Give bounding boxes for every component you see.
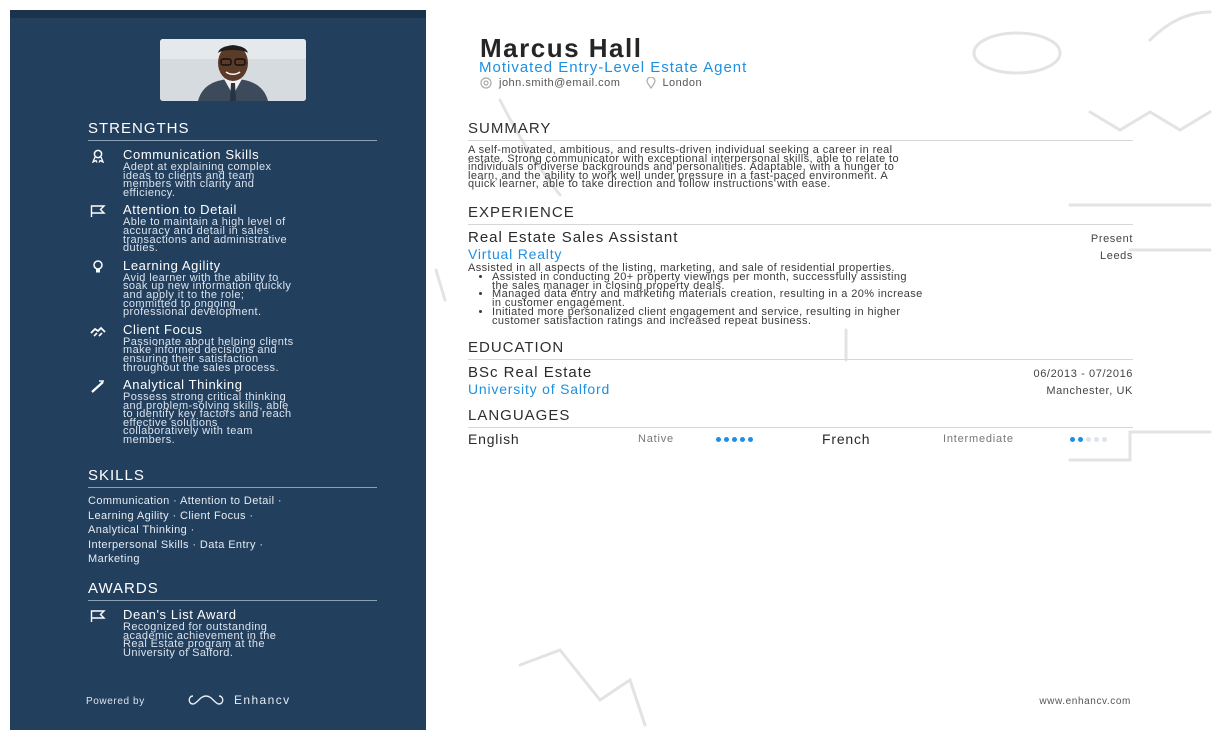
strength-description: Possess strong critical thinking and problem-solving skills, able to identify key factors and reach effective solutions collaboratively with team members. — [123, 391, 292, 447]
proficiency-dot-filled — [1070, 437, 1075, 442]
language-name: French — [822, 431, 871, 447]
language-proficiency-dots — [1070, 437, 1107, 442]
sidebar-top-bar — [10, 10, 426, 18]
strength-title: Attention to Detail — [123, 202, 238, 218]
proficiency-dot-empty — [1102, 437, 1107, 442]
strength-description: Adept at explaining complex ideas to clients and team members with clarity and efficiency. — [123, 161, 272, 199]
degree: BSc Real Estate — [468, 364, 593, 381]
strength-title: Learning Agility — [123, 257, 221, 273]
education-section — [468, 339, 1133, 397]
summary-text: A self-motivated, ambitious, and results-driven individual seeking a career in real estate. Strong communicator with exceptional interpersonal skills, able to relate to individuals of diverse backgrounds and personalities. Adaptable, with a hunger to learn, and the ability to work well under pressure in a fast-paced environment. A quick learner, able to take direction and follow instructions with ease. — [468, 144, 900, 191]
footer-url[interactable]: www.enhancv.com — [1039, 696, 1131, 707]
candidate-role: Motivated Entry-Level Estate Agent — [479, 59, 748, 76]
education-dates: 06/2013 - 07/2016 — [1033, 368, 1133, 380]
language-level: Native — [638, 433, 674, 445]
proficiency-dot-filled — [748, 437, 753, 442]
job-description: Assisted in all aspects of the listing, marketing, and sale of residential properties. — [468, 262, 895, 274]
strength-item — [88, 259, 377, 317]
powered-by-label: Powered by — [86, 696, 145, 707]
strengths-heading: STRENGTHS — [88, 120, 377, 141]
award-ribbon-icon — [90, 149, 106, 163]
strength-description: Passionate about helping clients make informed decisions and ensuring their satisfaction throughout the sales process. — [123, 335, 294, 374]
enhancv-logo[interactable] — [186, 693, 291, 707]
languages-heading: LANGUAGES — [468, 407, 1133, 428]
proficiency-dot-empty — [1086, 437, 1091, 442]
candidate-name: Marcus Hall — [480, 33, 643, 63]
school-location: Manchester, UK — [1046, 385, 1133, 397]
skills-line: Learning Agility · Client Focus · — [88, 509, 254, 522]
school[interactable]: University of Salford — [468, 381, 611, 397]
awards-section — [88, 580, 377, 657]
skills-section — [88, 467, 377, 567]
handshake-icon — [90, 324, 106, 338]
skills-line: Interpersonal Skills · Data Entry · — [88, 538, 264, 551]
strength-title: Analytical Thinking — [123, 377, 243, 393]
job-header — [468, 229, 1133, 246]
job-bullet: • Managed data entry and marketing materials creation, resulting in a 20% increase in customer engagement. — [492, 290, 1133, 307]
main-content — [468, 10, 1133, 730]
language-proficiency-dots — [716, 437, 822, 442]
lightbulb-icon — [90, 260, 106, 274]
education-header — [468, 364, 1133, 381]
strength-description: Avid learner with the ability to soak up new information quickly and apply it to the role; committed to ongoing professional development. — [123, 271, 292, 319]
contact-location: London — [662, 77, 703, 89]
skills-line: Marketing — [88, 553, 140, 566]
award-title: Dean's List Award — [123, 607, 237, 622]
job-bullets — [468, 273, 1133, 325]
job-title: Real Estate Sales Assistant — [468, 229, 679, 246]
job-bullet: • Assisted in conducting 20+ property viewings per month, successfully assisting the sales manager in closing property deals. — [492, 273, 1133, 290]
job-company-row — [468, 246, 1133, 262]
skills-heading: SKILLS — [88, 467, 377, 488]
job-date: Present — [1090, 233, 1133, 245]
job-location: Leeds — [1100, 250, 1133, 262]
enhancv-brand-name: Enhancv — [234, 693, 291, 707]
contact-email[interactable]: john.smith@email.com — [499, 77, 621, 89]
resume-page — [10, 10, 1210, 730]
education-school-row — [468, 381, 1133, 397]
strength-item — [88, 202, 377, 255]
strength-item — [88, 323, 377, 372]
awards-heading: AWARDS — [88, 580, 377, 601]
languages-section — [468, 407, 1133, 447]
proficiency-dot-filled — [732, 437, 737, 442]
languages-row — [468, 431, 1133, 447]
strength-item — [88, 378, 377, 445]
strength-title: Communication Skills — [123, 147, 260, 162]
education-heading: EDUCATION — [468, 339, 1133, 360]
contact-info — [479, 77, 702, 89]
language-level: Intermediate — [943, 433, 1014, 445]
strength-description: Able to maintain a high level of accuracy and detail in sales transactions and administrative duties. — [123, 216, 288, 255]
proficiency-dot-empty — [1094, 437, 1099, 442]
skills-line: Analytical Thinking · — [88, 524, 195, 537]
profile-photo — [160, 39, 306, 101]
summary-section — [468, 120, 1133, 189]
award-description: Recognized for outstanding academic achievement in the Real Estate program at the University of Salford. — [123, 621, 277, 659]
job-bullet: • Initiated more personalized client engagement and service, resulting in higher customer satisfaction ratings and increased repeat business. — [492, 308, 1133, 325]
experience-section — [468, 204, 1133, 325]
proficiency-dot-filled — [716, 437, 721, 442]
award-item — [88, 608, 377, 657]
experience-heading: EXPERIENCE — [468, 204, 1133, 225]
pen-icon — [90, 379, 106, 393]
language-name: English — [468, 431, 520, 447]
summary-heading: SUMMARY — [468, 120, 1133, 141]
skills-list — [88, 494, 377, 567]
strength-item — [88, 148, 377, 197]
enhancv-logo-icon — [186, 694, 226, 706]
strength-title: Client Focus — [123, 321, 203, 337]
job-company[interactable]: Virtual Realty — [468, 246, 563, 262]
skills-line: Communication · Attention to Detail · — [88, 495, 282, 507]
sidebar — [10, 10, 426, 730]
strengths-section — [88, 120, 377, 445]
proficiency-dot-filled — [1078, 437, 1083, 442]
flag-icon — [90, 204, 106, 218]
flag-icon — [90, 609, 106, 623]
location-pin-icon — [646, 77, 656, 89]
at-sign-icon — [479, 77, 493, 89]
proficiency-dot-filled — [740, 437, 745, 442]
proficiency-dot-filled — [724, 437, 729, 442]
